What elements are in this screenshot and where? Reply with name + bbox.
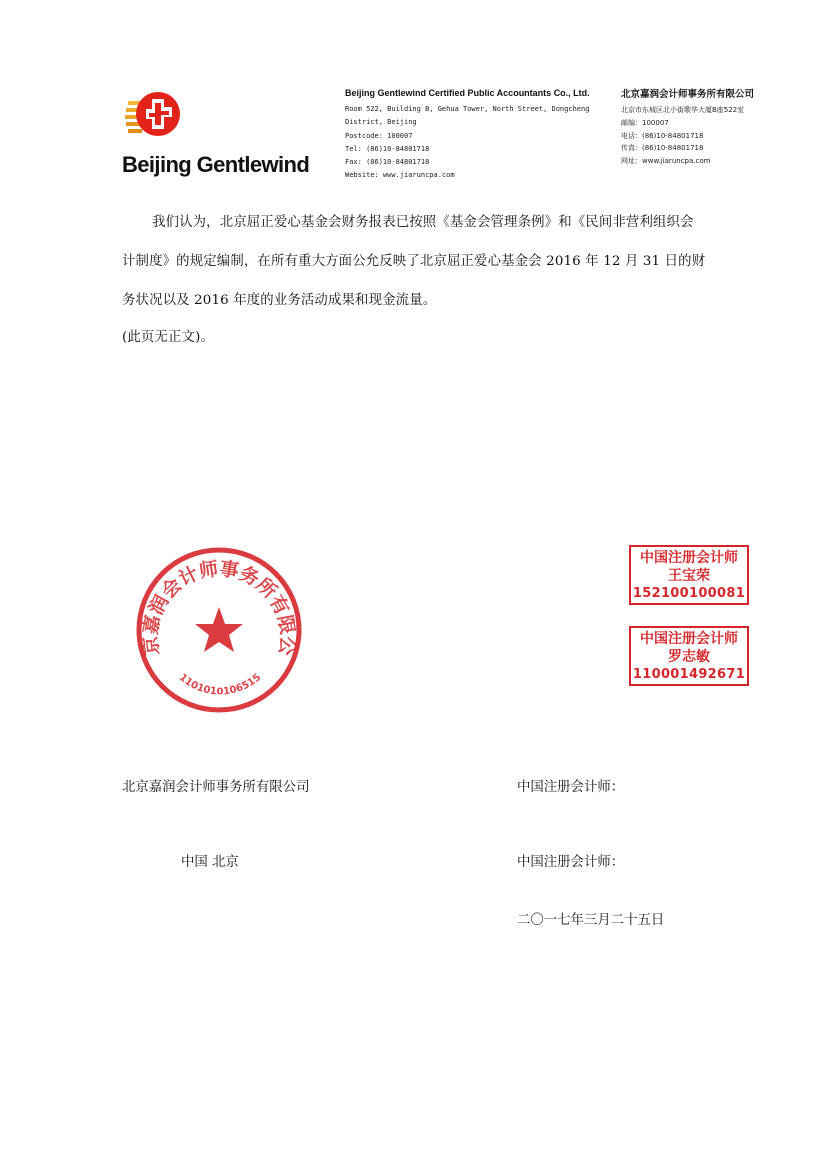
opinion-paragraph-line: 计制度》的规定编制，在所有重大方面公允反映了北京屈正爱心基金会 2016 年 12 月 31 日的财 xyxy=(122,254,706,269)
cpa-stamp xyxy=(629,545,749,605)
address-line: District, Beijing xyxy=(345,118,417,127)
address-line: Tel: (86)10-84801718 xyxy=(345,144,430,153)
cpa-stamp-number: 110001492671 xyxy=(632,667,746,682)
cpa-stamp-number: 152100100081 xyxy=(632,586,746,601)
firm-seal-number: 1101010106515 xyxy=(176,672,264,698)
signature-firm-name: 北京嘉润会计师事务所有限公司 xyxy=(122,780,310,795)
company-logo xyxy=(124,85,182,143)
cpa-stamp-name: 罗志敏 xyxy=(668,649,710,665)
address-line: Postcode: 100007 xyxy=(345,131,413,140)
cpa-stamp-title: 中国注册会计师 xyxy=(640,631,738,647)
logo-wordmark: Beijing Gentlewind xyxy=(122,152,310,177)
address-line: Website: www.jiaruncpa.com xyxy=(345,171,455,180)
signature-date: 二〇一七年三月二十五日 xyxy=(517,913,665,928)
cpa-stamp-name: 王宝荣 xyxy=(668,568,710,584)
address-line: Room 522, Building B, Gehua Tower, North Street, Dongcheng xyxy=(345,105,590,113)
firm-seal xyxy=(134,545,304,715)
address-line: 邮编：100007 xyxy=(621,118,669,127)
address-line: Fax: (86)10-84801718 xyxy=(345,158,430,167)
signature-cpa-label: 中国注册会计师： xyxy=(517,855,625,870)
address-line: 北京市东城区北小街歌华大厦B座522室 xyxy=(621,106,745,114)
svg-text:1101010106515 xyxy=(177,672,263,697)
cpa-stamp-title: 中国注册会计师 xyxy=(640,550,738,566)
address-line: 网址：www.jiaruncpa.com xyxy=(621,157,711,166)
opinion-paragraph-line: 务状况以及 2016 年度的业务活动成果和现金流量。 xyxy=(122,293,437,308)
opinion-paragraph-line: 我们认为，北京屈正爱心基金会财务报表已按照《基金会管理条例》和《民间非营利组织会 xyxy=(152,215,694,230)
english-address-block xyxy=(345,88,605,183)
chinese-firm-name: 北京嘉润会计师事务所有限公司 xyxy=(621,89,755,100)
english-firm-name: Beijing Gentlewind Certified Public Accountants Co., Ltd. xyxy=(345,88,590,98)
firm-seal-text: 京嘉润会计师事务所有限公 xyxy=(139,557,299,657)
no-text-note: (此页无正文)。 xyxy=(122,330,214,345)
address-line: 传真：(86)10-84801718 xyxy=(621,144,704,153)
signature-cpa-label: 中国注册会计师： xyxy=(517,780,625,795)
signature-place: 中国 北京 xyxy=(181,855,239,870)
cpa-stamp xyxy=(629,626,749,686)
chinese-address-block xyxy=(621,86,821,168)
address-line: 电话：(86)10-84801718 xyxy=(621,131,704,140)
